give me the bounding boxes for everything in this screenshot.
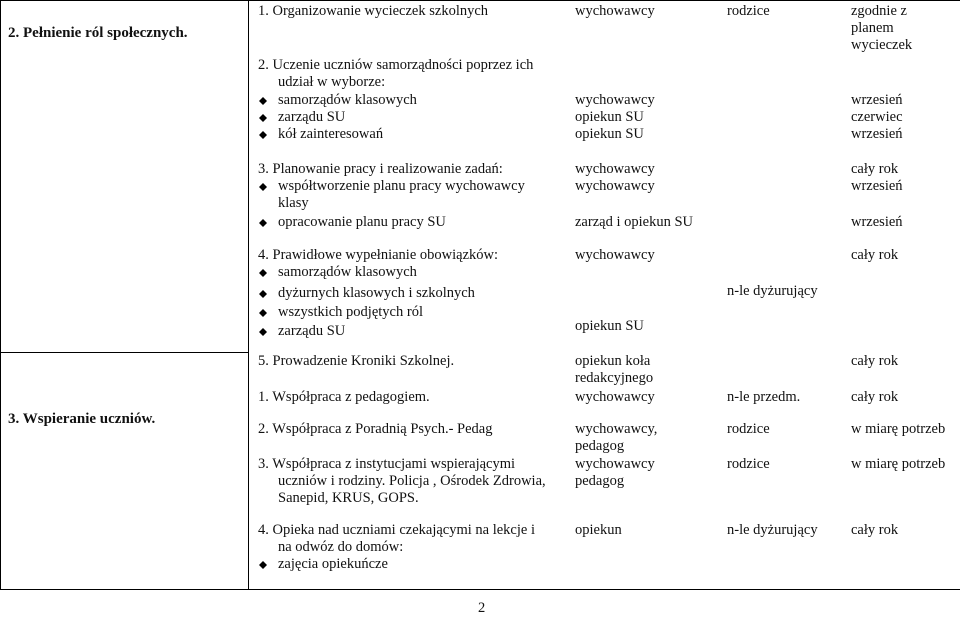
list-item: zarządu SU: [278, 109, 346, 125]
when-2b: czerwiec: [851, 109, 903, 125]
support-who-3b: pedagog: [575, 473, 625, 489]
bullet-icon: [259, 183, 267, 191]
support-who-2b: pedagog: [575, 438, 625, 454]
support-task-3a: 3. Współpraca z instytucjami wspierającymi: [258, 456, 516, 472]
bullet-icon: [259, 114, 267, 122]
who-2c: opiekun SU: [575, 126, 644, 142]
support-with-3: rodzice: [727, 456, 770, 472]
when-3b: wrzesień: [851, 178, 903, 194]
page-number: 2: [478, 600, 486, 616]
who-3c: zarząd i opiekun SU: [575, 214, 693, 230]
section-title-roles: 2. Pełnienie ról społecznych.: [8, 25, 188, 41]
support-who-4: opiekun: [575, 522, 622, 538]
when-2c: wrzesień: [851, 126, 903, 142]
list-item: zarządu SU: [278, 323, 346, 339]
task-1: 1. Organizowanie wycieczek szkolnych: [258, 3, 489, 19]
task-3: 3. Planowanie pracy i realizowanie zadań:: [258, 161, 503, 177]
support-task-4a: 4. Opieka nad uczniami czekającymi na lekcje i: [258, 522, 535, 538]
support-who-3a: wychowawcy: [575, 456, 655, 472]
with-4: n-le dyżurujący: [727, 283, 818, 299]
when-1a: zgodnie z: [851, 3, 907, 19]
row-divider-sections: [0, 352, 248, 353]
who-5b: redakcyjnego: [575, 370, 654, 386]
support-task-3b: uczniów i rodziny. Policja , Ośrodek Zdrowia,: [278, 473, 546, 489]
list-item: kół zainteresowań: [278, 126, 384, 142]
table-border-left: [0, 0, 1, 590]
list-item: samorządów klasowych: [278, 92, 417, 108]
support-task-1: 1. Współpraca z pedagogiem.: [258, 389, 430, 405]
list-item: zajęcia opiekuńcze: [278, 556, 388, 572]
support-when-4: cały rok: [851, 522, 899, 538]
who-1: wychowawcy: [575, 3, 655, 19]
column-divider: [248, 0, 249, 590]
when-5: cały rok: [851, 353, 899, 369]
support-task-3c: Sanepid, KRUS, GOPS.: [278, 490, 419, 506]
support-with-4: n-le dyżurujący: [727, 522, 818, 538]
who-4b: opiekun SU: [575, 318, 644, 334]
bullet-icon: [259, 97, 267, 105]
support-task-4b: na odwóz do domów:: [278, 539, 404, 555]
with-1: rodzice: [727, 3, 770, 19]
who-3b: wychowawcy: [575, 178, 655, 194]
list-item: opracowanie planu pracy SU: [278, 214, 446, 230]
bullet-icon: [259, 269, 267, 277]
when-4: cały rok: [851, 247, 899, 263]
when-3a: cały rok: [851, 161, 899, 177]
list-item-continuation: klasy: [278, 195, 309, 211]
who-2a: wychowawcy: [575, 92, 655, 108]
bullet-icon: [259, 219, 267, 227]
table-border-top: [0, 0, 960, 1]
list-item: współtworzenie planu pracy wychowawcy: [278, 178, 525, 194]
task-4: 4. Prawidłowe wypełnianie obowiązków:: [258, 247, 499, 263]
bullet-icon: [259, 328, 267, 336]
list-item: samorządów klasowych: [278, 264, 417, 280]
task-2b: udział w wyborze:: [278, 74, 386, 90]
when-3c: wrzesień: [851, 214, 903, 230]
support-when-2: w miarę potrzeb: [851, 421, 946, 437]
support-when-1: cały rok: [851, 389, 899, 405]
task-2a: 2. Uczenie uczniów samorządności poprzez ich: [258, 57, 534, 73]
list-item: wszystkich podjętych ról: [278, 304, 423, 320]
when-2a: wrzesień: [851, 92, 903, 108]
who-2b: opiekun SU: [575, 109, 644, 125]
who-5a: opiekun koła: [575, 353, 651, 369]
who-3a: wychowawcy: [575, 161, 655, 177]
bullet-icon: [259, 309, 267, 317]
bullet-icon: [259, 290, 267, 298]
support-who-1: wychowawcy: [575, 389, 655, 405]
who-4a: wychowawcy: [575, 247, 655, 263]
table-border-bottom: [0, 589, 960, 590]
bullet-icon: [259, 131, 267, 139]
support-task-2: 2. Współpraca z Poradnią Psych.- Pedag: [258, 421, 493, 437]
support-with-1: n-le przedm.: [727, 389, 801, 405]
support-with-2: rodzice: [727, 421, 770, 437]
bullet-icon: [259, 561, 267, 569]
support-who-2a: wychowawcy,: [575, 421, 658, 437]
when-1c: wycieczek: [851, 37, 913, 53]
task-5: 5. Prowadzenie Kroniki Szkolnej.: [258, 353, 455, 369]
section-title-support: 3. Wspieranie uczniów.: [8, 411, 156, 427]
support-when-3: w miarę potrzeb: [851, 456, 946, 472]
when-1b: planem: [851, 20, 894, 36]
list-item: dyżurnych klasowych i szkolnych: [278, 285, 475, 301]
